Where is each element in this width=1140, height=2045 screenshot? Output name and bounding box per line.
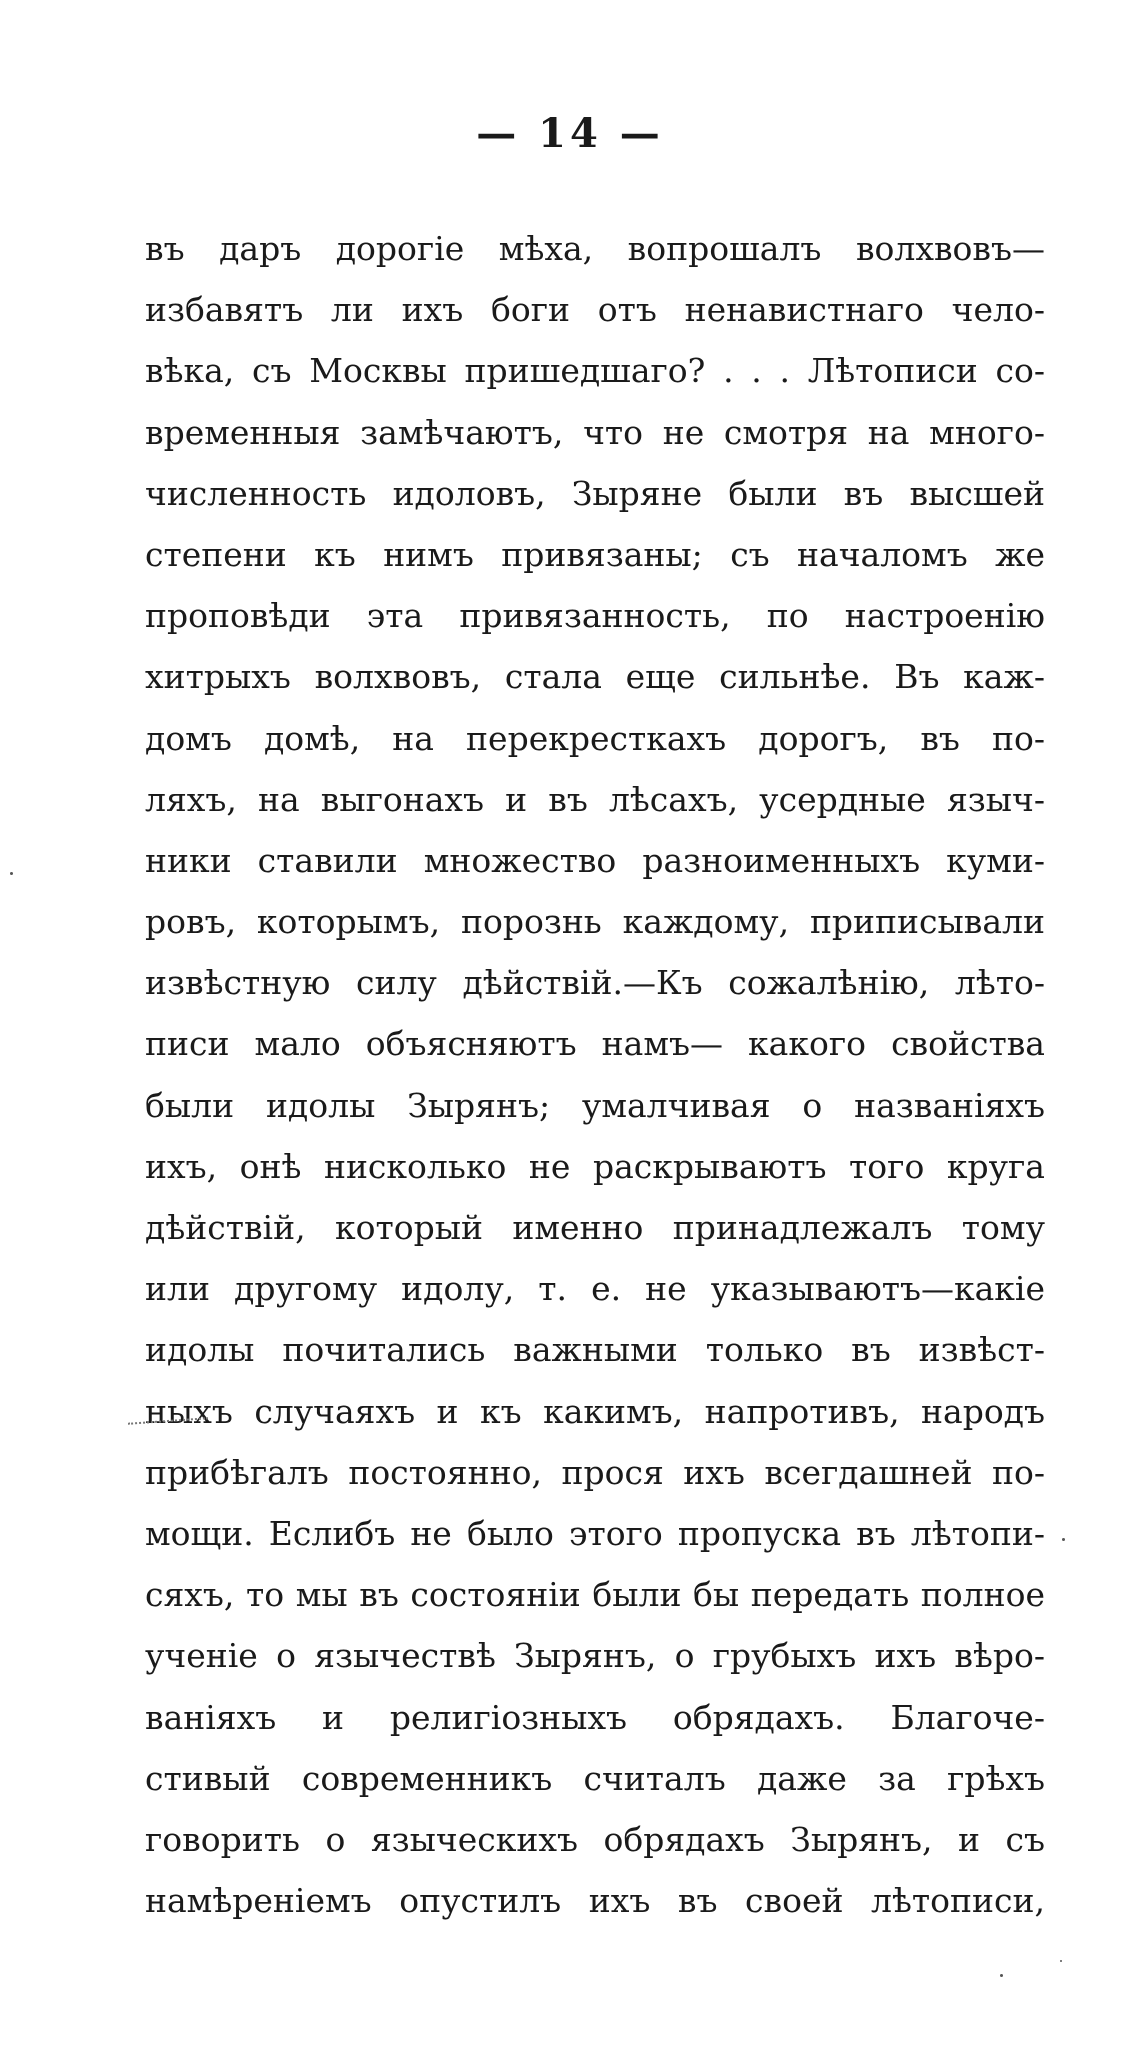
text-line: дѣйствій, который именно принадлежалъ тому (145, 1208, 1045, 1247)
text-line: временныя замѣчаютъ, что не смотря на много- (145, 412, 1045, 452)
text-line: или другому идолу, т. е. не указываютъ—какіе (145, 1269, 1045, 1309)
text-line: домъ домѣ, на перекресткахъ дорогъ, въ по- (145, 718, 1045, 758)
text-line: идолы почитались важными только въ извѣст- (145, 1330, 1045, 1370)
text-line: хитрыхъ волхвовъ, стала еще сильнѣе. Въ каж- (145, 657, 1045, 697)
body-text (145, 218, 1045, 1931)
text-line: прибѣгалъ постоянно, прося ихъ всегдашней по- (145, 1452, 1045, 1492)
text-line: ровъ, которымъ, порознь каждому, приписывали (145, 902, 1045, 942)
text-line: въ даръ дорогіе мѣха, вопрошалъ волхвовъ— (145, 229, 1045, 268)
text-line: намѣреніемъ опустилъ ихъ въ своей лѣтописи, (145, 1881, 1045, 1921)
text-line: ихъ, онѣ нисколько не раскрываютъ того круга (145, 1146, 1045, 1186)
text-line: говорить о языческихъ обрядахъ Зырянъ, и съ (145, 1819, 1045, 1859)
text-line: избавятъ ли ихъ боги отъ ненавистнаго чело- (145, 290, 1045, 330)
text-line: были идолы Зырянъ; умалчивая о названіяхъ (145, 1085, 1045, 1125)
text-line: ляхъ, на выгонахъ и въ лѣсахъ, усердные языч- (145, 779, 1045, 819)
scan-speck (1000, 1974, 1003, 1977)
text-line: ученіе о язычествѣ Зырянъ, о грубыхъ ихъ вѣро- (145, 1636, 1045, 1676)
scan-speck (10, 872, 13, 875)
text-line: писи мало объясняютъ намъ— какого свойства (145, 1024, 1045, 1064)
text-line: извѣстную силу дѣйствій.—Къ сожалѣнію, лѣто- (145, 963, 1045, 1003)
text-line: мощи. Еслибъ не было этого пропуска въ лѣтопи- (145, 1513, 1045, 1553)
text-line: вѣка, съ Москвы пришедшаго? . . . Лѣтописи со- (145, 351, 1045, 391)
page-number: — 14 — (476, 110, 664, 157)
text-line: стивый современникъ считалъ даже за грѣхъ (145, 1758, 1045, 1798)
text-line: сяхъ, то мы въ состояніи были бы передать полное (145, 1575, 1045, 1615)
text-line: ники ставили множество разноименныхъ куми- (145, 840, 1045, 880)
text-line: степени къ нимъ привязаны; съ началомъ же (145, 534, 1045, 574)
text-line: численность идоловъ, Зыряне были въ высшей (145, 473, 1045, 513)
text-line: проповѣди эта привязанность, по настроенію (145, 596, 1045, 636)
scan-speck (1060, 1960, 1062, 1962)
scan-speck (1062, 1538, 1065, 1541)
text-line: ваніяхъ и религіозныхъ обрядахъ. Благоче- (145, 1697, 1045, 1737)
text-line: ныхъ случаяхъ и къ какимъ, напротивъ, народъ (145, 1391, 1045, 1431)
